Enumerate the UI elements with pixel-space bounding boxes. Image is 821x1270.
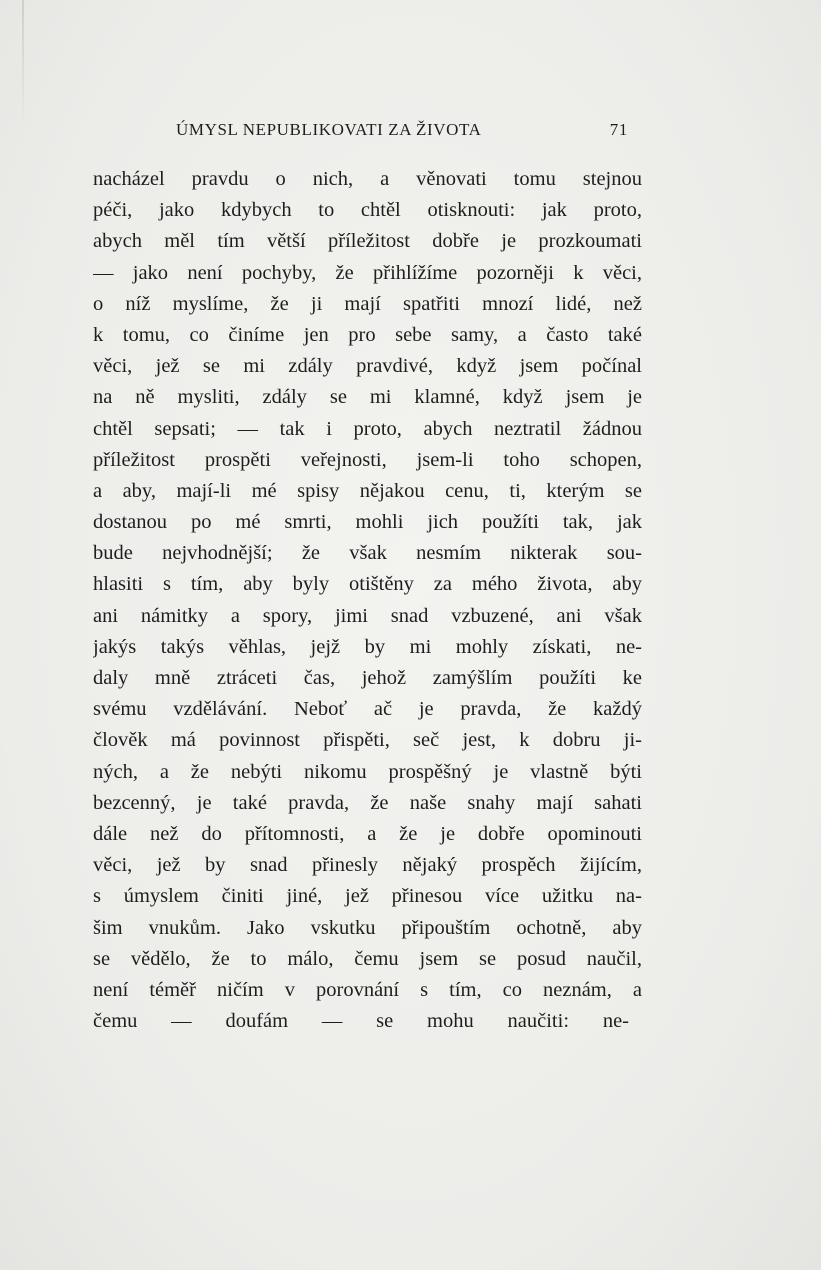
body-text bbox=[93, 164, 642, 1037]
text-line: — jako není pochyby, že přihlížíme pozorněji k věci, bbox=[93, 261, 642, 284]
text-line: není téměř ničím v porovnání s tím, co neznám, a bbox=[93, 978, 642, 1001]
text-line: dále než do přítomnosti, a že je dobře opominouti bbox=[93, 822, 642, 845]
text-line: dostanou po mé smrti, mohli jich použíti tak, jak bbox=[93, 511, 642, 534]
text-line: bude nejvhodnější; že však nesmím nikterak sou- bbox=[93, 542, 642, 565]
text-line: příležitost prospěti veřejnosti, jsem-li toho schopen, bbox=[93, 448, 642, 471]
text-line: ných, a že nebýti nikomu prospěšný je vlastně býti bbox=[93, 760, 642, 783]
text-line: jakýs takýs věhlas, jejž by mi mohly získati, ne- bbox=[93, 635, 642, 658]
text-line: chtěl sepsati; — tak i proto, abych neztratil žádnou bbox=[93, 417, 642, 440]
text-line: a aby, mají-li mé spisy nějakou cenu, ti, kterým se bbox=[93, 479, 642, 502]
text-line: nacházel pravdu o nich, a věnovati tomu stejnou bbox=[93, 168, 642, 190]
text-line: k tomu, co činíme jen pro sebe samy, a často také bbox=[93, 323, 642, 346]
text-line: svému vzdělávání. Neboť ač je pravda, že každý bbox=[93, 698, 642, 721]
page-binding-edge bbox=[22, 0, 24, 130]
text-line: péči, jako kdybych to chtěl otisknouti: jak proto, bbox=[93, 199, 642, 222]
text-line: o níž myslíme, že ji mají spatřiti mnozí lidé, než bbox=[93, 292, 642, 315]
text-line: na ně mysliti, zdály se mi klamné, když jsem je bbox=[93, 386, 642, 409]
page-number: 71 bbox=[609, 120, 628, 139]
text-line: abych měl tím větší příležitost dobře je prozkoumati bbox=[93, 230, 642, 253]
text-line: s úmyslem činiti jiné, jež přinesou více užitku na- bbox=[93, 885, 642, 908]
running-header bbox=[93, 120, 628, 142]
text-line: člověk má povinnost přispěti, seč jest, k dobru ji- bbox=[93, 729, 642, 752]
text-line: bezcenný, je také pravda, že naše snahy mají sahati bbox=[93, 791, 642, 814]
text-line: ani námitky a spory, jimi snad vzbuzené, ani však bbox=[93, 604, 642, 627]
running-title: ÚMYSL NEPUBLIKOVATI ZA ŽIVOTA bbox=[176, 120, 482, 139]
text-line: daly mně ztráceti čas, jehož zamýšlím použíti ke bbox=[93, 667, 642, 689]
text-line: věci, jež by snad přinesly nějaký prospěch žijícím, bbox=[93, 854, 642, 877]
text-line: hlasiti s tím, aby byly otištěny za mého života, aby bbox=[93, 573, 642, 596]
text-line: věci, jež se mi zdály pravdivé, když jsem počínal bbox=[93, 355, 642, 378]
text-line: šim vnukům. Jako vskutku připouštím ochotně, aby bbox=[93, 916, 642, 939]
text-line: se vědělo, že to málo, čemu jsem se posud naučil, bbox=[93, 947, 642, 970]
text-line: čemu — doufám — se mohu naučiti: ne- bbox=[93, 1010, 629, 1033]
